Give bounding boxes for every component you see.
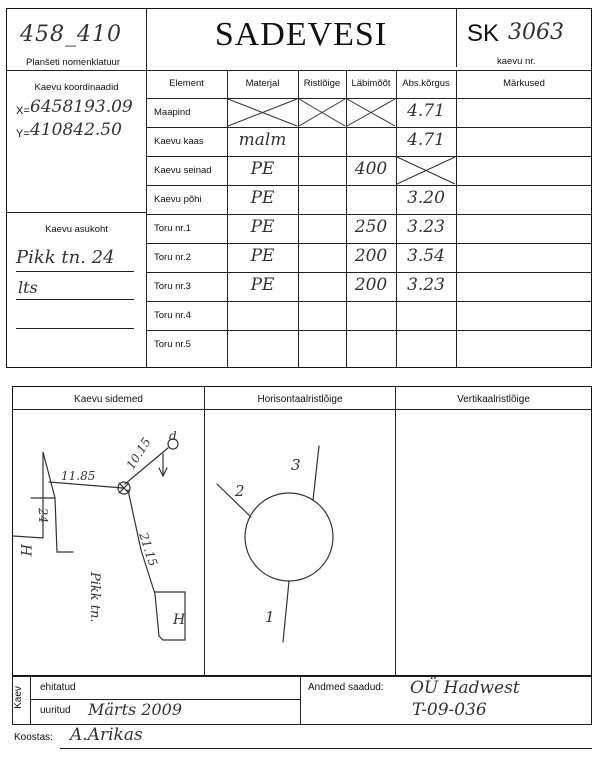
col-header-diameter: Läbimõõt <box>351 78 391 89</box>
coords-label: Kaevu koordinaadid <box>34 82 119 93</box>
col-header-cross-section: Ristlõige <box>303 78 341 89</box>
row-element-label: Kaevu kaas <box>154 136 204 147</box>
row-material: PE <box>250 159 275 179</box>
pipe-label-1: 1 <box>265 608 275 626</box>
horizontal-cross-section <box>205 410 395 675</box>
well-mark: d <box>169 429 177 443</box>
divider <box>7 212 146 213</box>
row-element-label: Toru nr.2 <box>154 252 191 263</box>
pipe-label-3: 3 <box>291 456 301 474</box>
author-label: Koostas: <box>14 732 53 743</box>
write-line <box>16 299 134 300</box>
building-outline <box>13 452 73 552</box>
author-value: A.Arikas <box>70 725 143 745</box>
row-abs-height: 4.71 <box>407 130 445 150</box>
dist-d: 24 <box>35 507 51 524</box>
well-label: kaevu nr. <box>497 56 536 67</box>
row-diameter: 400 <box>354 159 388 179</box>
row-element-label: Toru nr.4 <box>154 310 191 321</box>
row-abs-height: 3.23 <box>407 275 445 295</box>
nomenclature-label: Planšeti nomenklatuur <box>26 57 120 68</box>
street-label: Pikk tn. <box>87 572 102 623</box>
write-line <box>16 271 134 272</box>
row-line <box>146 127 592 128</box>
location-line2: lts <box>18 278 38 297</box>
row-material: malm <box>238 130 287 150</box>
row-line <box>146 70 592 71</box>
x-value: 6458193.09 <box>30 97 133 117</box>
panel-title-horizontal: Horisontaalristlõige <box>257 394 343 405</box>
row-abs-height: 4.71 <box>407 101 445 121</box>
col-line <box>456 70 457 367</box>
row-line <box>146 301 592 302</box>
row-material: PE <box>250 217 275 237</box>
data-source-value1: OÜ Hadwest <box>410 678 520 698</box>
well-prefix: SK <box>467 20 500 47</box>
y-label: Y= <box>16 128 30 140</box>
divider <box>7 70 146 71</box>
data-source-value2: T-09-036 <box>412 700 487 720</box>
col-header-notes: Märkused <box>503 78 545 89</box>
row-material: PE <box>250 246 275 266</box>
y-value: 410842.50 <box>30 120 122 140</box>
row-element-label: Kaevu põhi <box>154 194 202 205</box>
panel-title-vertical: Vertikaalristlõige <box>457 394 530 405</box>
x-label: X= <box>16 105 30 117</box>
row-diameter: 200 <box>354 246 388 266</box>
nomenclature-value: 458_410 <box>20 22 122 47</box>
divider <box>395 387 396 675</box>
row-diameter: 200 <box>354 275 388 295</box>
row-abs-height: 3.23 <box>407 217 445 237</box>
location-label: Kaevu asukoht <box>45 224 108 235</box>
row-element-label: Toru nr.5 <box>154 339 191 350</box>
built-label: ehitatud <box>40 682 76 693</box>
footer-side-label: Kaev <box>12 686 24 709</box>
row-diameter: 250 <box>354 217 388 237</box>
data-source-label: Andmed saadud: <box>308 682 384 693</box>
cross-out-mark <box>298 98 346 127</box>
row-element-label: Toru nr.3 <box>154 281 191 292</box>
panel-title-connections: Kaevu sidemed <box>74 394 143 405</box>
dist-b: 10.15 <box>123 435 154 472</box>
row-abs-height: 3.20 <box>407 188 445 208</box>
write-line <box>60 748 592 749</box>
house-label-1: H <box>17 544 33 557</box>
location-line1: Pikk tn. 24 <box>16 247 115 268</box>
row-material: PE <box>250 188 275 208</box>
row-element-label: Maapind <box>154 107 191 118</box>
row-line <box>146 185 592 186</box>
col-header-element: Element <box>169 78 204 89</box>
row-material: PE <box>250 275 275 295</box>
write-line <box>16 328 134 329</box>
divider <box>300 676 301 724</box>
row-line <box>146 330 592 331</box>
row-abs-height: 3.54 <box>407 246 445 266</box>
cross-out-mark <box>227 98 298 127</box>
pipe-line-2 <box>217 484 251 517</box>
pipe-label-2: 2 <box>235 482 245 500</box>
cross-out-mark <box>396 156 456 185</box>
dist-c: 21.15 <box>136 530 161 568</box>
divider <box>456 9 457 67</box>
row-line <box>146 272 592 273</box>
divider <box>591 676 592 724</box>
divider <box>146 9 147 367</box>
divider <box>30 676 31 724</box>
cross-out-mark <box>346 98 396 127</box>
row-line <box>146 243 592 244</box>
row-line <box>146 156 592 157</box>
row-line <box>146 214 592 215</box>
surveyed-label: uuritud <box>40 705 71 716</box>
row-element-label: Kaevu seinad <box>154 165 212 176</box>
pipe-line-1 <box>283 581 289 642</box>
location-sketch <box>13 410 204 675</box>
col-header-abs-height: Abs.kõrgus <box>402 78 450 89</box>
row-element-label: Toru nr.1 <box>154 223 191 234</box>
house-label-2: H <box>173 612 186 628</box>
col-header-material: Materjal <box>245 78 280 89</box>
page-title: SADEVESI <box>214 16 388 53</box>
divider <box>12 676 592 677</box>
well-circle <box>245 493 333 581</box>
surveyed-value: Märts 2009 <box>88 700 183 719</box>
well-number: 3063 <box>508 20 564 45</box>
dist-a: 11.85 <box>61 469 96 483</box>
pipe-line-3 <box>313 446 319 500</box>
